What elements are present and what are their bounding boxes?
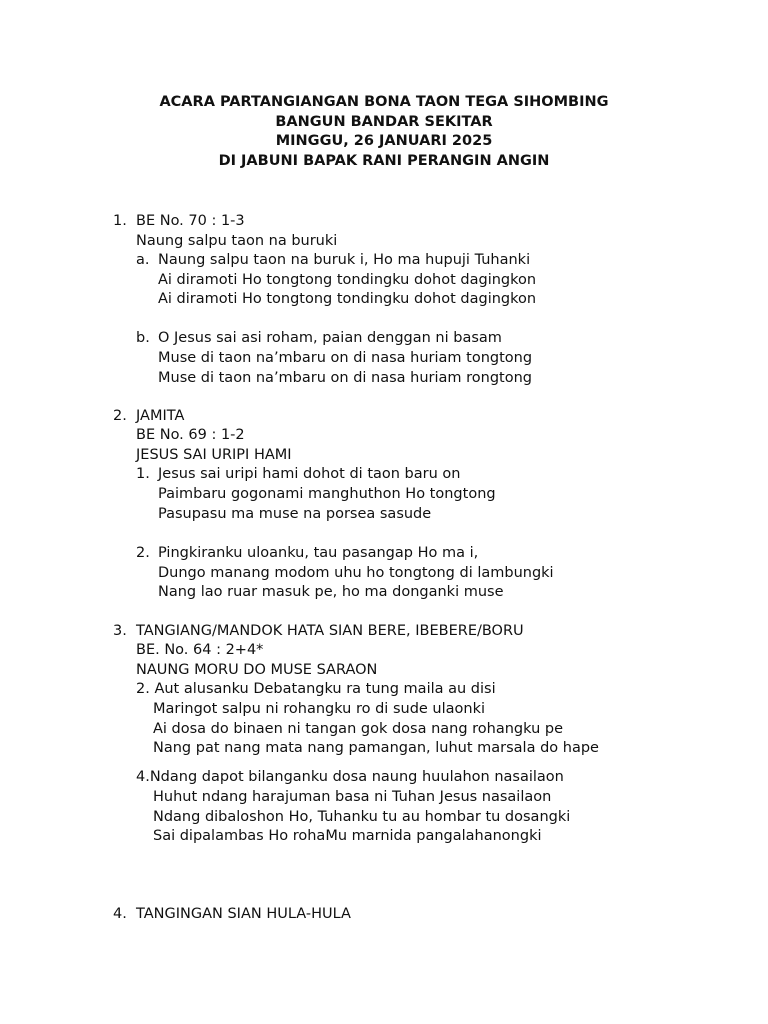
section-2-verse-2-line: Pingkiranku uloanku, tau pasangap Ho ma i, — [158, 545, 479, 561]
section-2-verse-2-line: Dungo manang modom uhu ho tongtong di lambungki — [158, 565, 554, 581]
section-1-song-title: Naung salpu taon na buruki — [136, 233, 338, 249]
section-2-number: 2. — [113, 408, 127, 424]
section-3-song-title: NAUNG MORU DO MUSE SARAON — [136, 662, 378, 678]
section-1-verse-b-line: Muse di taon na’mbaru on di nasa huriam tongtong — [158, 350, 533, 366]
section-1-verse-b-line: Muse di taon na’mbaru on di nasa huriam rongtong — [158, 370, 533, 386]
section-2-verse-2-line: Nang lao ruar masuk pe, ho ma donganki muse — [158, 584, 504, 600]
section-1-hymn-reference: BE No. 70 : 1-3 — [136, 213, 245, 229]
section-3-verse-2-line: Maringot salpu ni rohangku ro di sude ulaonki — [153, 701, 486, 717]
section-2-verse-1-line: Pasupasu ma muse na porsea sasude — [158, 506, 432, 522]
document-title-line-1: ACARA PARTANGIANGAN BONA TAON TEGA SIHOMBING — [159, 94, 609, 110]
section-4-number: 4. — [113, 906, 127, 922]
section-2-verse-1-marker: 1. — [136, 466, 150, 482]
section-1-verse-b-marker: b. — [136, 330, 150, 346]
section-3-verse-2-line: Nang pat nang mata nang pamangan, luhut marsala do hape — [153, 740, 599, 756]
section-2-verse-1-line: Jesus sai uripi hami dohot di taon baru on — [158, 466, 461, 482]
section-2-hymn-reference: BE No. 69 : 1-2 — [136, 427, 245, 443]
section-3-verse-4-line: Huhut ndang harajuman basa ni Tuhan Jesus nasailaon — [153, 789, 552, 805]
section-2-song-title: JESUS SAI URIPI HAMI — [136, 447, 292, 463]
section-1-verse-a-line: Ai diramoti Ho tongtong tondingku dohot dagingkon — [158, 291, 537, 307]
section-1-verse-a-line: Naung salpu taon na buruk i, Ho ma hupuji Tuhanki — [158, 252, 531, 268]
document-title-line-2: BANGUN BANDAR SEKITAR — [275, 114, 493, 130]
section-3-hymn-reference: BE. No. 64 : 2+4* — [136, 642, 264, 658]
document-title-line-3: MINGGU, 26 JANUARI 2025 — [275, 133, 493, 149]
section-3-verse-4-line: Sai dipalambas Ho rohaMu marnida pangalahanongki — [153, 828, 542, 844]
section-3-heading: TANGIANG/MANDOK HATA SIAN BERE, IBEBERE/BORU — [136, 623, 524, 639]
section-3-verse-2-line: Ai dosa do binaen ni tangan gok dosa nang rohangku pe — [153, 721, 564, 737]
section-3-verse-2-first-line: 2. Aut alusanku Debatangku ra tung maila au disi — [136, 681, 496, 697]
section-2-verse-1-line: Paimbaru gogonami manghuthon Ho tongtong — [158, 486, 496, 502]
section-3-verse-4-line: Ndang dibaloshon Ho, Tuhanku tu au hombar tu dosangki — [153, 809, 571, 825]
section-1-number: 1. — [113, 213, 127, 229]
section-2-verse-2-marker: 2. — [136, 545, 150, 561]
section-1-verse-a-line: Ai diramoti Ho tongtong tondingku dohot dagingkon — [158, 272, 537, 288]
section-2-heading: JAMITA — [136, 408, 185, 424]
document-title-line-4: DI JABUNI BAPAK RANI PERANGIN ANGIN — [218, 153, 550, 169]
section-3-verse-4-first-line: 4.Ndang dapot bilanganku dosa naung huulahon nasailaon — [136, 769, 564, 785]
section-1-verse-b-line: O Jesus sai asi roham, paian denggan ni basam — [158, 330, 502, 346]
section-1-verse-a-marker: a. — [136, 252, 150, 268]
section-3-number: 3. — [113, 623, 127, 639]
section-4-heading: TANGINGAN SIAN HULA-HULA — [136, 906, 351, 922]
